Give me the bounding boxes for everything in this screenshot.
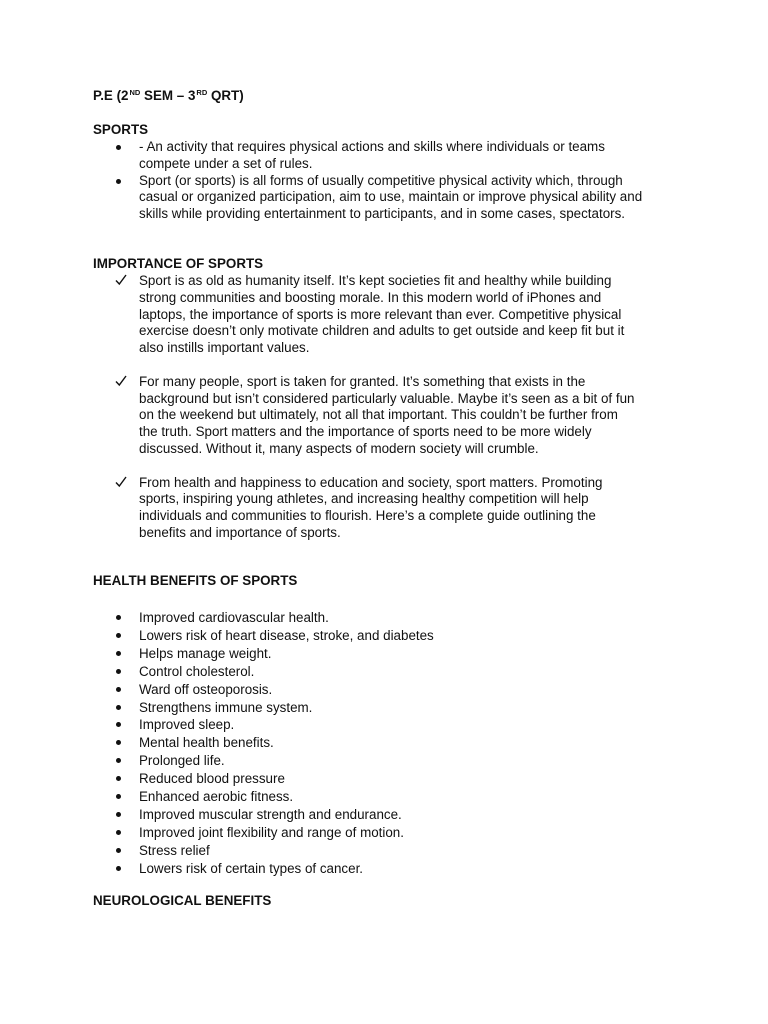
list-item-text: Improved cardiovascular health. <box>139 610 329 625</box>
health-benefits-list <box>93 609 683 878</box>
title-suffix: QRT) <box>207 88 244 103</box>
list-item <box>93 627 683 645</box>
list-item-text: Strengthens immune system. <box>139 699 313 715</box>
list-item <box>93 770 683 788</box>
title-prefix: P.E (2 <box>93 88 129 103</box>
importance-list <box>93 273 638 542</box>
list-item-text: For many people, sport is taken for granted. It’s something that exists in the background but isn’t considered particularly valuable. Maybe it’s seen as a bit of fun on the weekend but ultimately, not all that important. This couldn’t be further from the truth. Sport matters and the importance of sports need to be more widely discussed. Without it, many aspects of modern society will crumble. <box>139 373 635 456</box>
list-item <box>93 716 683 734</box>
checkmark-icon <box>115 374 127 388</box>
list-item-text: Stress relief <box>139 842 210 858</box>
list-item-text: Enhanced aerobic fitness. <box>139 789 294 805</box>
title-mid: SEM – 3 <box>140 88 196 103</box>
list-item-text: Mental health benefits. <box>139 735 274 751</box>
title-superscript-rd: RD <box>196 88 208 97</box>
list-item <box>93 824 683 842</box>
list-item <box>93 475 638 542</box>
list-item <box>93 806 683 824</box>
list-item <box>93 374 638 458</box>
list-item <box>93 734 683 752</box>
list-item-text: Improved muscular strength and endurance. <box>139 806 402 822</box>
list-item-text: Control cholesterol. <box>139 663 255 679</box>
list-item <box>93 788 683 806</box>
list-item <box>93 645 683 663</box>
list-item <box>93 752 683 770</box>
page-title <box>93 88 244 105</box>
list-item-text: Lowers risk of heart disease, stroke, and diabetes <box>139 627 434 643</box>
list-item <box>93 173 653 223</box>
list-item <box>93 609 683 627</box>
checkmark-icon <box>115 475 127 489</box>
list-item <box>93 273 638 357</box>
list-item-text: Helps manage weight. <box>139 645 272 661</box>
list-item-text: Improved sleep. <box>139 717 235 733</box>
section-heading-importance: IMPORTANCE OF SPORTS <box>93 256 264 271</box>
list-item <box>93 842 683 860</box>
list-item <box>93 663 683 681</box>
checkmark-icon <box>115 273 127 287</box>
list-item-text: Sport is as old as humanity itself. It’s kept societies fit and healthy while building strong communities and boosting morale. In this modern world of iPhones and laptops, the importance of sports is more relevant than ever. Competitive physical exercise doesn’t only motivate children and adults to get outside and keep fit but it also instills important values. <box>139 273 625 356</box>
list-item-text: Reduced blood pressure <box>139 771 285 787</box>
list-item-text: - An activity that requires physical actions and skills where individuals or teams compete under a set of rules. <box>139 139 605 171</box>
list-item <box>93 681 683 699</box>
list-item <box>93 699 683 717</box>
section-heading-health-benefits: HEALTH BENEFITS OF SPORTS <box>93 573 298 588</box>
list-item-text: Prolonged life. <box>139 753 225 769</box>
list-item <box>93 860 683 878</box>
section-heading-neurological-benefits: NEUROLOGICAL BENEFITS <box>93 893 272 908</box>
list-item-text: Lowers risk of certain types of cancer. <box>139 860 364 876</box>
sports-definition-list <box>93 139 653 223</box>
list-item-text: From health and happiness to education and society, sport matters. Promoting sports, inspiring young athletes, and increasing healthy competition will help individuals and communities to flourish. Here’s a complete guide outlining the benefits and importance of sports. <box>139 474 603 540</box>
section-heading-sports: SPORTS <box>93 122 149 137</box>
title-superscript-nd: ND <box>129 88 141 97</box>
list-item-text: Sport (or sports) is all forms of usually competitive physical activity which, through casual or organized participation, aim to use, maintain or improve physical ability and skills while providing entertainment to participants, and in some cases, spectators. <box>139 172 643 222</box>
list-item-text: Ward off osteoporosis. <box>139 681 273 697</box>
list-item <box>93 139 653 173</box>
list-item-text: Improved joint flexibility and range of motion. <box>139 824 404 840</box>
